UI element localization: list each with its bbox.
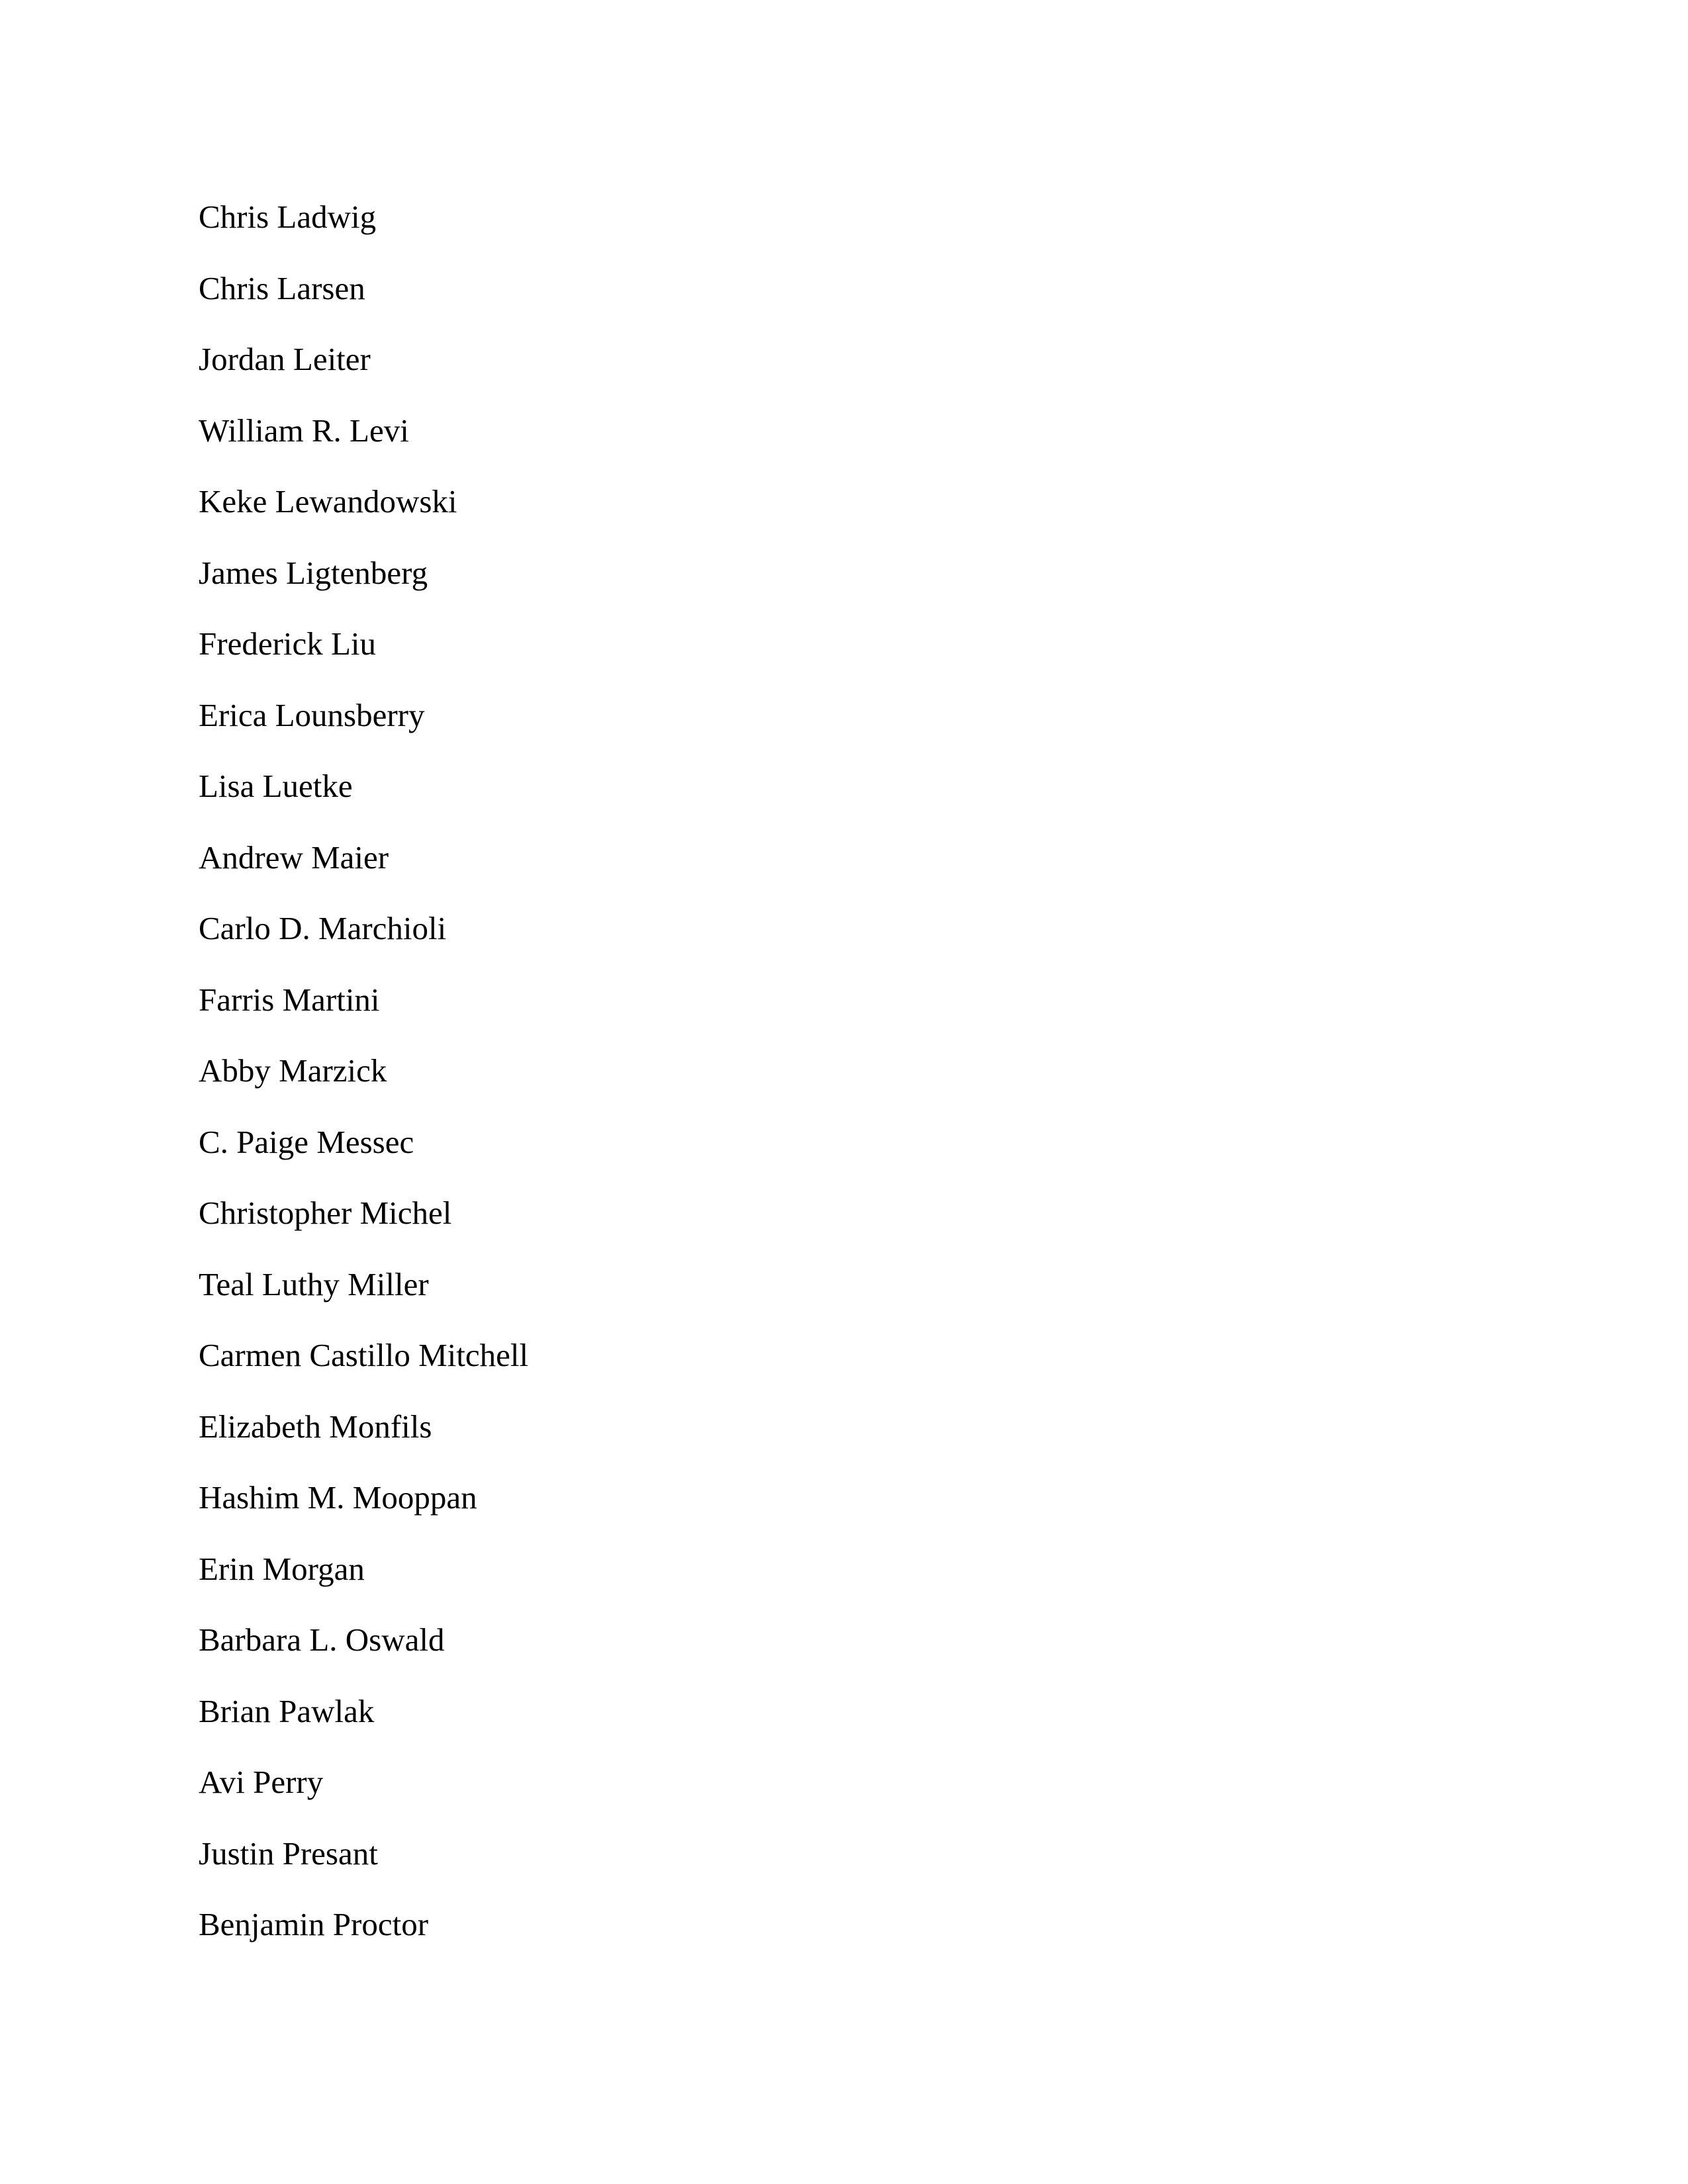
list-item: Barbara L. Oswald (199, 1621, 445, 1658)
list-item: Chris Larsen (199, 269, 365, 306)
list-item: James Ligtenberg (199, 554, 428, 591)
list-item: Farris Martini (199, 981, 380, 1018)
list-item: Frederick Liu (199, 625, 377, 662)
list-item: William R. Levi (199, 412, 409, 449)
list-item: Elizabeth Monfils (199, 1408, 432, 1445)
list-item: Keke Lewandowski (199, 483, 457, 520)
list-item: C. Paige Messec (199, 1123, 414, 1160)
list-item: Benjamin Proctor (199, 1906, 429, 1942)
list-item: Erin Morgan (199, 1550, 365, 1587)
list-item: Carmen Castillo Mitchell (199, 1337, 529, 1373)
list-item: Lisa Luetke (199, 768, 353, 804)
list-item: Hashim M. Mooppan (199, 1479, 477, 1516)
list-item: Avi Perry (199, 1764, 324, 1800)
list-item: Andrew Maier (199, 839, 389, 876)
name-list (199, 193, 528, 1972)
list-item: Erica Lounsberry (199, 696, 425, 733)
list-item: Jordan Leiter (199, 341, 371, 377)
list-item: Carlo D. Marchioli (199, 910, 447, 946)
list-item: Christopher Michel (199, 1195, 452, 1231)
list-item: Teal Luthy Miller (199, 1265, 429, 1302)
list-item: Chris Ladwig (199, 199, 377, 235)
list-item: Brian Pawlak (199, 1692, 375, 1729)
list-item: Abby Marzick (199, 1052, 387, 1089)
list-item: Justin Presant (199, 1835, 378, 1872)
